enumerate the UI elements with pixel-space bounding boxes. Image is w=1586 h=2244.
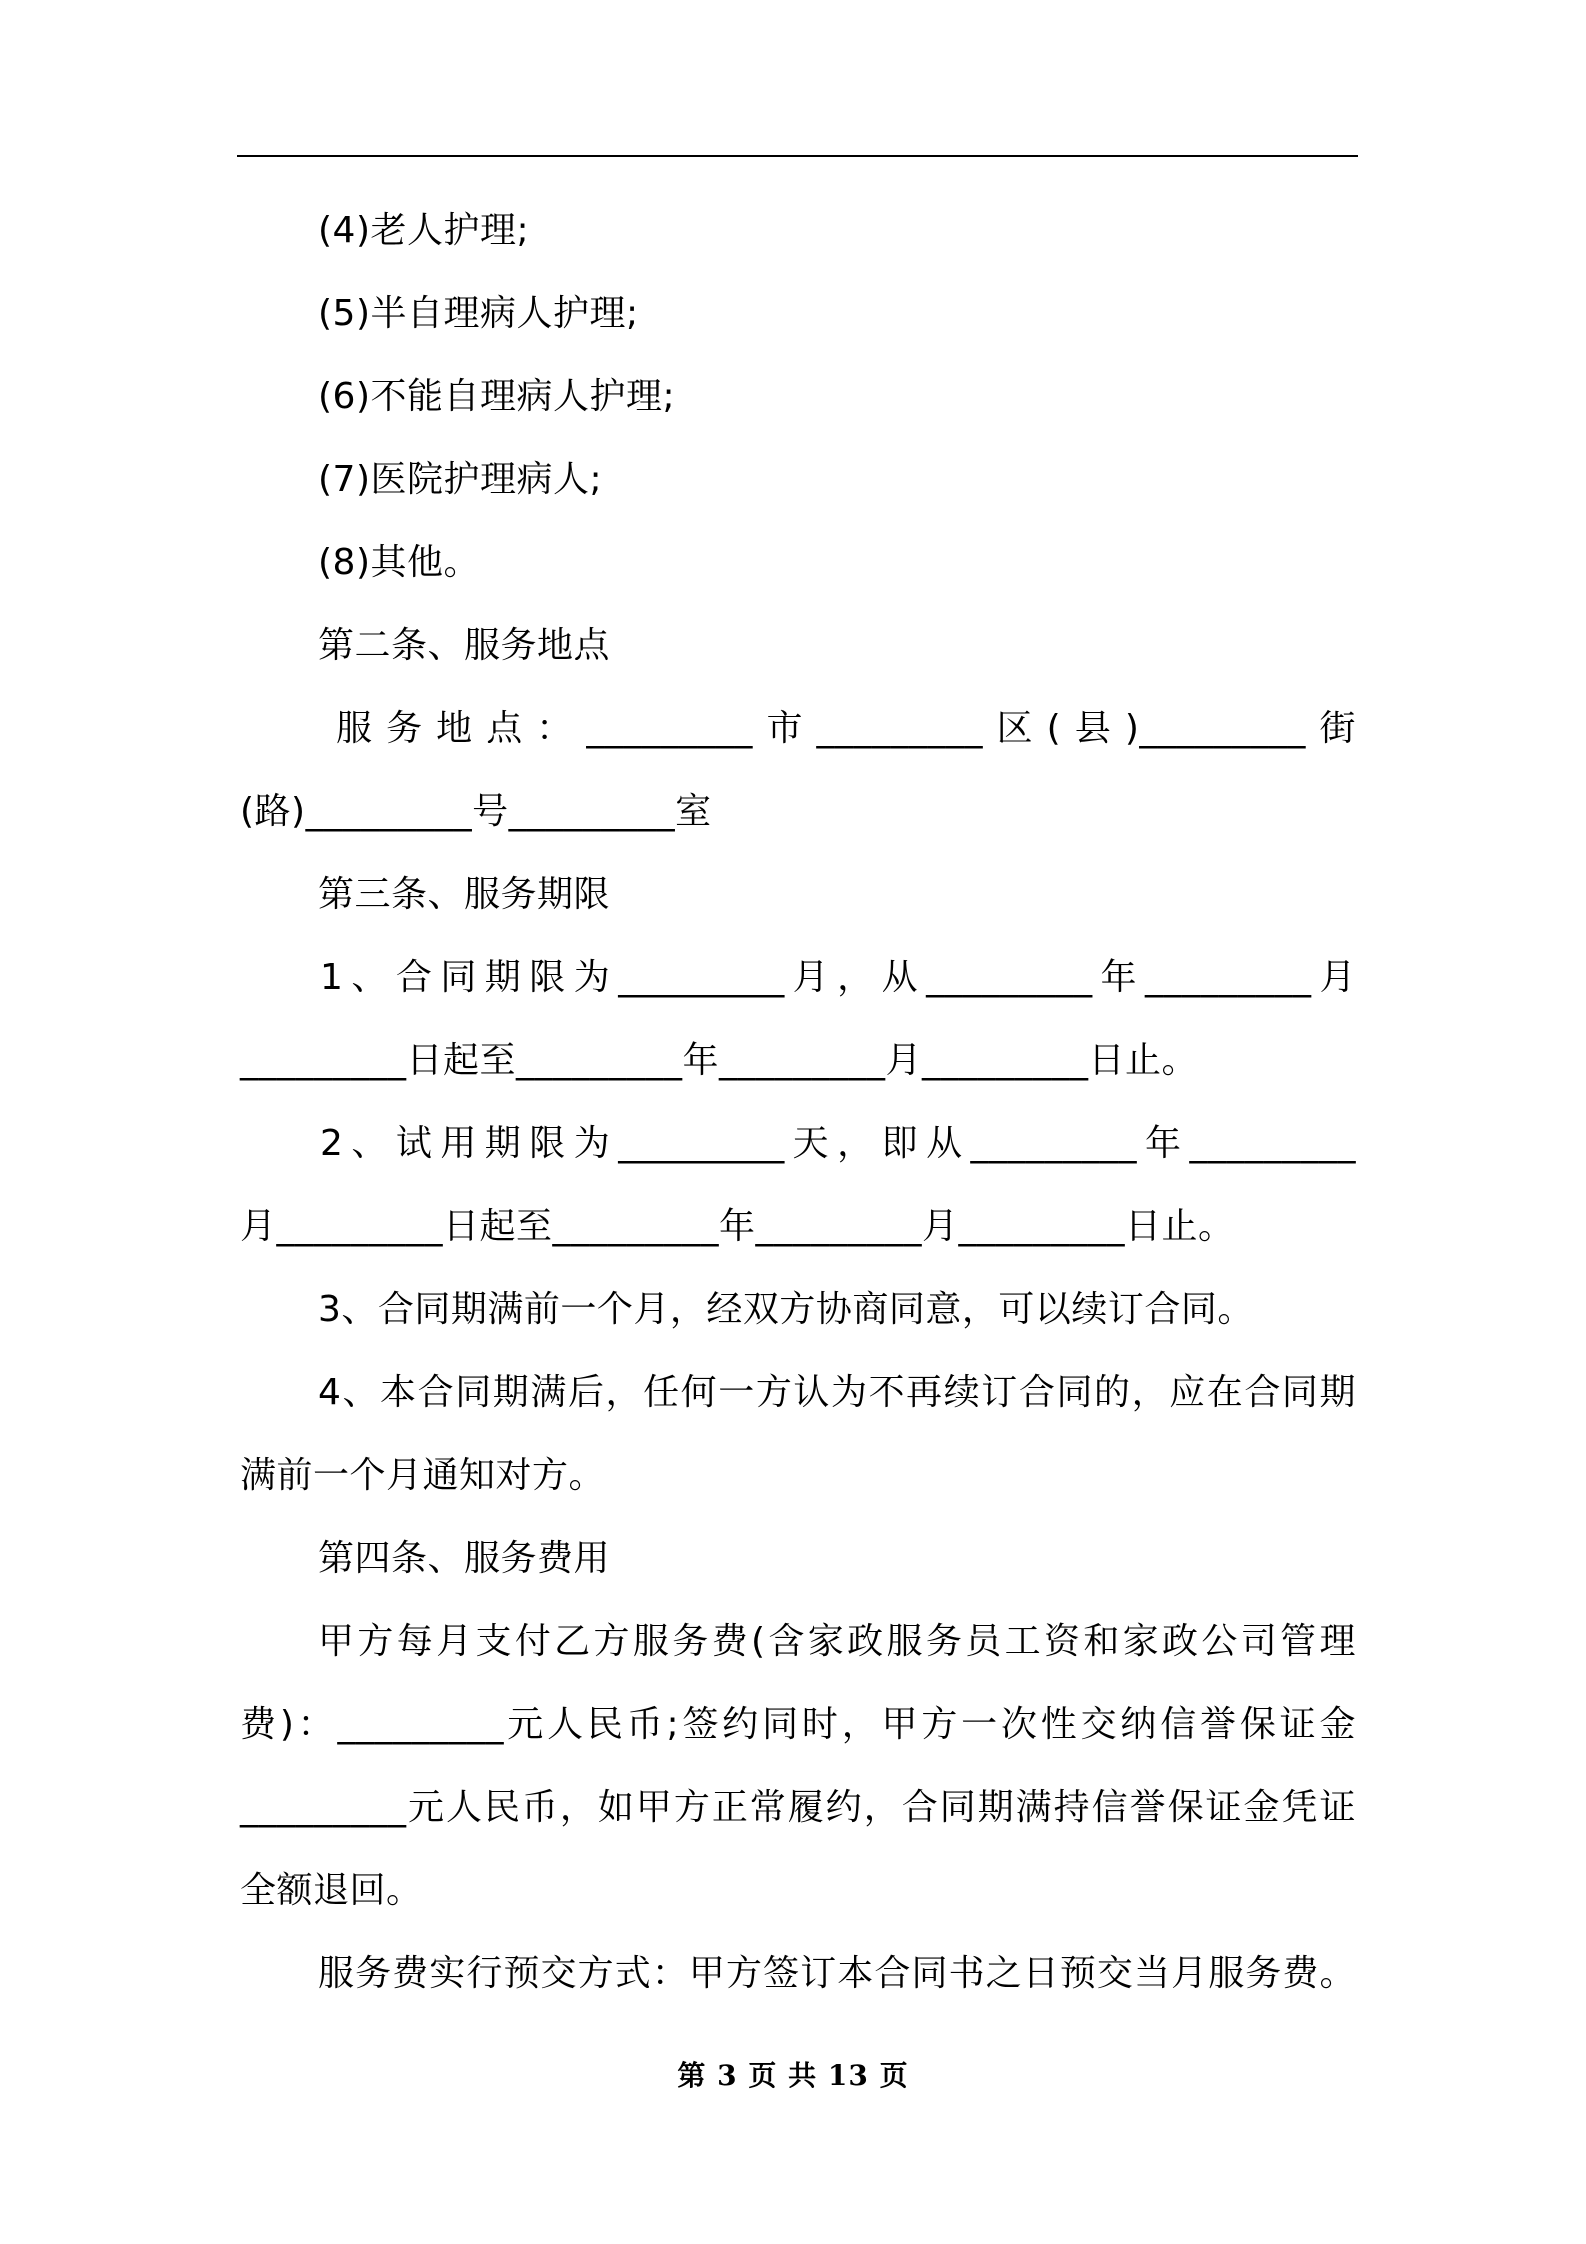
item-6: (6)不能自理病人护理; xyxy=(318,376,676,417)
item-8: (8)其他。 xyxy=(318,542,480,583)
term-clause-2-line-1: 2、试用期限为_________天，即从_________年_________ xyxy=(320,1123,1356,1164)
page-number-footer: 第 3 页 共 13 页 xyxy=(677,2059,909,2092)
term-clause-2-line-2: 月_________日起至_________年_________月_________日止。 xyxy=(240,1206,1235,1247)
item-4: (4)老人护理; xyxy=(318,210,530,251)
service-location-line-2: (路)_________号_________室 xyxy=(240,791,712,832)
item-5: (5)半自理病人护理; xyxy=(318,293,639,334)
article-3-heading: 第三条、服务期限 xyxy=(318,874,611,915)
term-clause-1-line-1: 1、合同期限为_________月，从_________年_________月 xyxy=(320,957,1356,998)
fee-paragraph-line-2: 费)：_________元人民币;签约同时，甲方一次性交纳信誉保证金 xyxy=(240,1704,1356,1745)
term-clause-1-line-2: _________日起至_________年_________月_________日止。 xyxy=(240,1040,1199,1081)
fee-paragraph-line-4: 全额退回。 xyxy=(240,1870,423,1911)
header-rule xyxy=(237,155,1358,157)
term-clause-4-line-2: 满前一个月通知对方。 xyxy=(240,1455,606,1496)
item-7: (7)医院护理病人; xyxy=(318,459,603,500)
fee-paragraph-line-3: _________元人民币，如甲方正常履约，合同期满持信誉保证金凭证 xyxy=(240,1787,1356,1828)
term-clause-3: 3、合同期满前一个月，经双方协商同意，可以续订合同。 xyxy=(318,1289,1254,1330)
service-location-line-1: 服务地点：_________市_________区(县)_________街 xyxy=(336,708,1356,749)
fee-paragraph-line-1: 甲方每月支付乙方服务费(含家政服务员工资和家政公司管理 xyxy=(318,1621,1356,1662)
prepayment-paragraph: 服务费实行预交方式：甲方签订本合同书之日预交当月服务费。 xyxy=(318,1953,1356,1994)
article-2-heading: 第二条、服务地点 xyxy=(318,625,611,666)
article-4-heading: 第四条、服务费用 xyxy=(318,1538,611,1579)
term-clause-4-line-1: 4、本合同期满后，任何一方认为不再续订合同的，应在合同期 xyxy=(318,1372,1356,1413)
